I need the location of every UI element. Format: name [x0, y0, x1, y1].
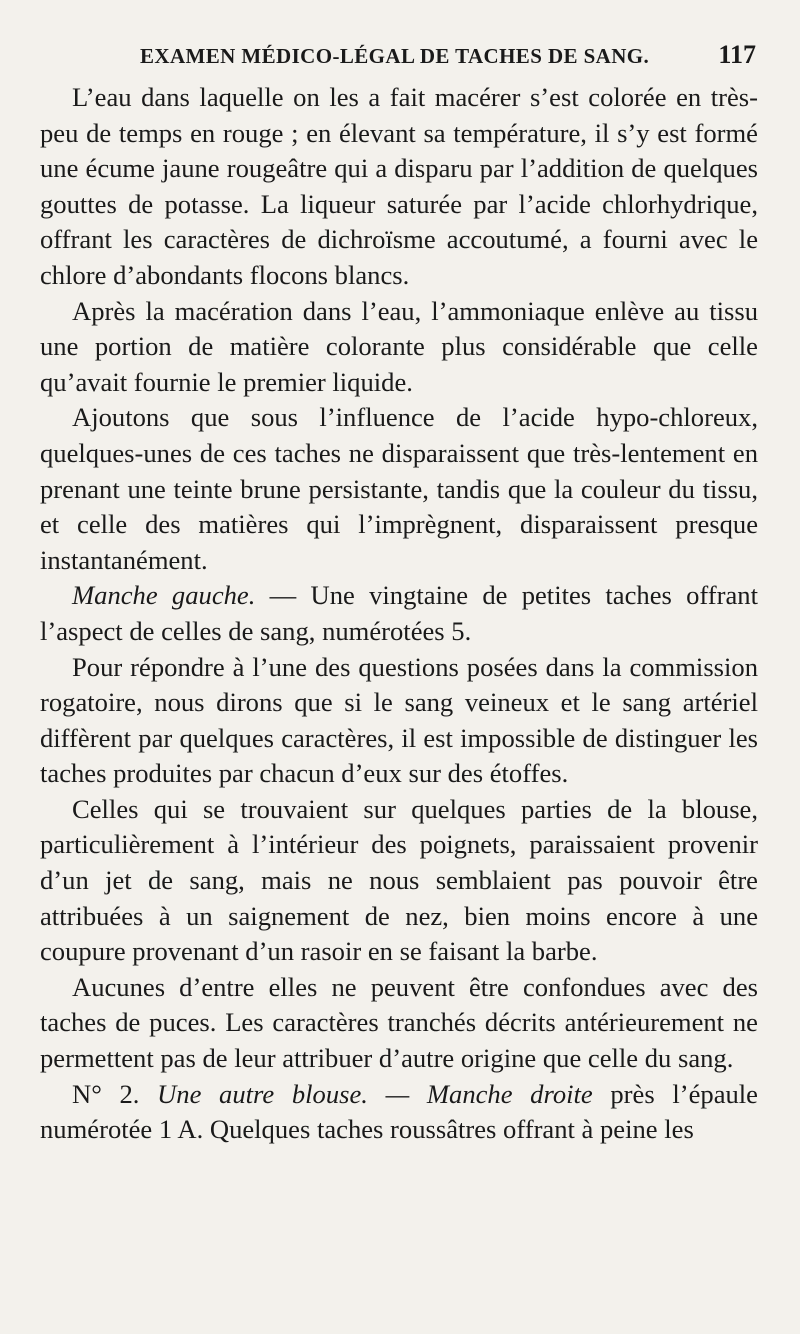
paragraph-text: L’eau dans laquelle on les a fait macérer s’est colorée en très-peu de temps en rouge ; en élevant sa température, il s’y est formé une écume jaune rougeâtre qui a disparu par l’addition de quelques gouttes de potasse. La liqueur saturée par l’acide chlorhydrique, offrant les caractères de dichroïsme accoutumé, a fourni avec le chlore d’abondants flocons blancs. [40, 82, 758, 290]
paragraph-text: près l’épaule numérotée 1 A. Quelques taches roussâtres offrant à peine les [40, 1078, 758, 1145]
paragraph-5 [40, 650, 758, 792]
paragraph-text: Pour répondre à l’une des questions posées dans la commission rogatoire, nous dirons que si le sang veineux et le sang artériel diffèrent par quelques caractères, il est impossible de distinguer les taches produites par chacun d’eux sur des étoffes. [40, 651, 758, 789]
italic-heading: Manche gauche. [72, 580, 256, 611]
paragraph-text: Celles qui se trouvaient sur quelques parties de la blouse, particulièrement à l’intérieur des poignets, paraissaient provenir d’un jet de sang, mais ne nous semblaient pas pouvoir être attribuées à un saignement de nez, bien moins encore à une coupure provenant d’un rasoir en se faisant la barbe. [40, 793, 758, 967]
paragraph-3 [40, 400, 758, 578]
paragraph-text: Ajoutons que sous l’influence de l’acide hypo-chloreux, quelques-unes de ces taches ne disparaissent que très-lentement en prenant une teinte brune persistante, tandis que la couleur du tissu, et celle des matières qui l’imprègnent, disparaissent presque instantanément. [40, 402, 758, 575]
page-number: 117 [718, 40, 756, 69]
section-number: N° 2. [72, 1078, 158, 1109]
running-title: EXAMEN MÉDICO-LÉGAL DE TACHES DE SANG. [140, 44, 650, 68]
paragraph-2 [40, 294, 758, 401]
paragraph-text: Après la macération dans l’eau, l’ammoniaque enlève au tissu une portion de matière colorante plus considérable que celle qu’avait fournie le premier liquide. [40, 295, 758, 397]
paragraph-6 [40, 792, 758, 970]
italic-heading: Une autre blouse. — Manche droite [157, 1078, 593, 1109]
page-header [40, 36, 758, 76]
paragraph-8 [40, 1077, 758, 1148]
paragraph-4 [40, 578, 758, 649]
paragraph-1 [40, 80, 758, 294]
body-text [40, 80, 758, 1148]
paragraph-7 [40, 970, 758, 1077]
paragraph-text: — Une vingtaine de petites taches offrant l’aspect de celles de sang, numérotées 5. [40, 580, 758, 646]
paragraph-text: Aucunes d’entre elles ne peuvent être confondues avec des taches de puces. Les caractères tranchés décrits antérieurement ne permettent pas de leur attribuer d’autre origine que celle du sang. [40, 971, 758, 1074]
